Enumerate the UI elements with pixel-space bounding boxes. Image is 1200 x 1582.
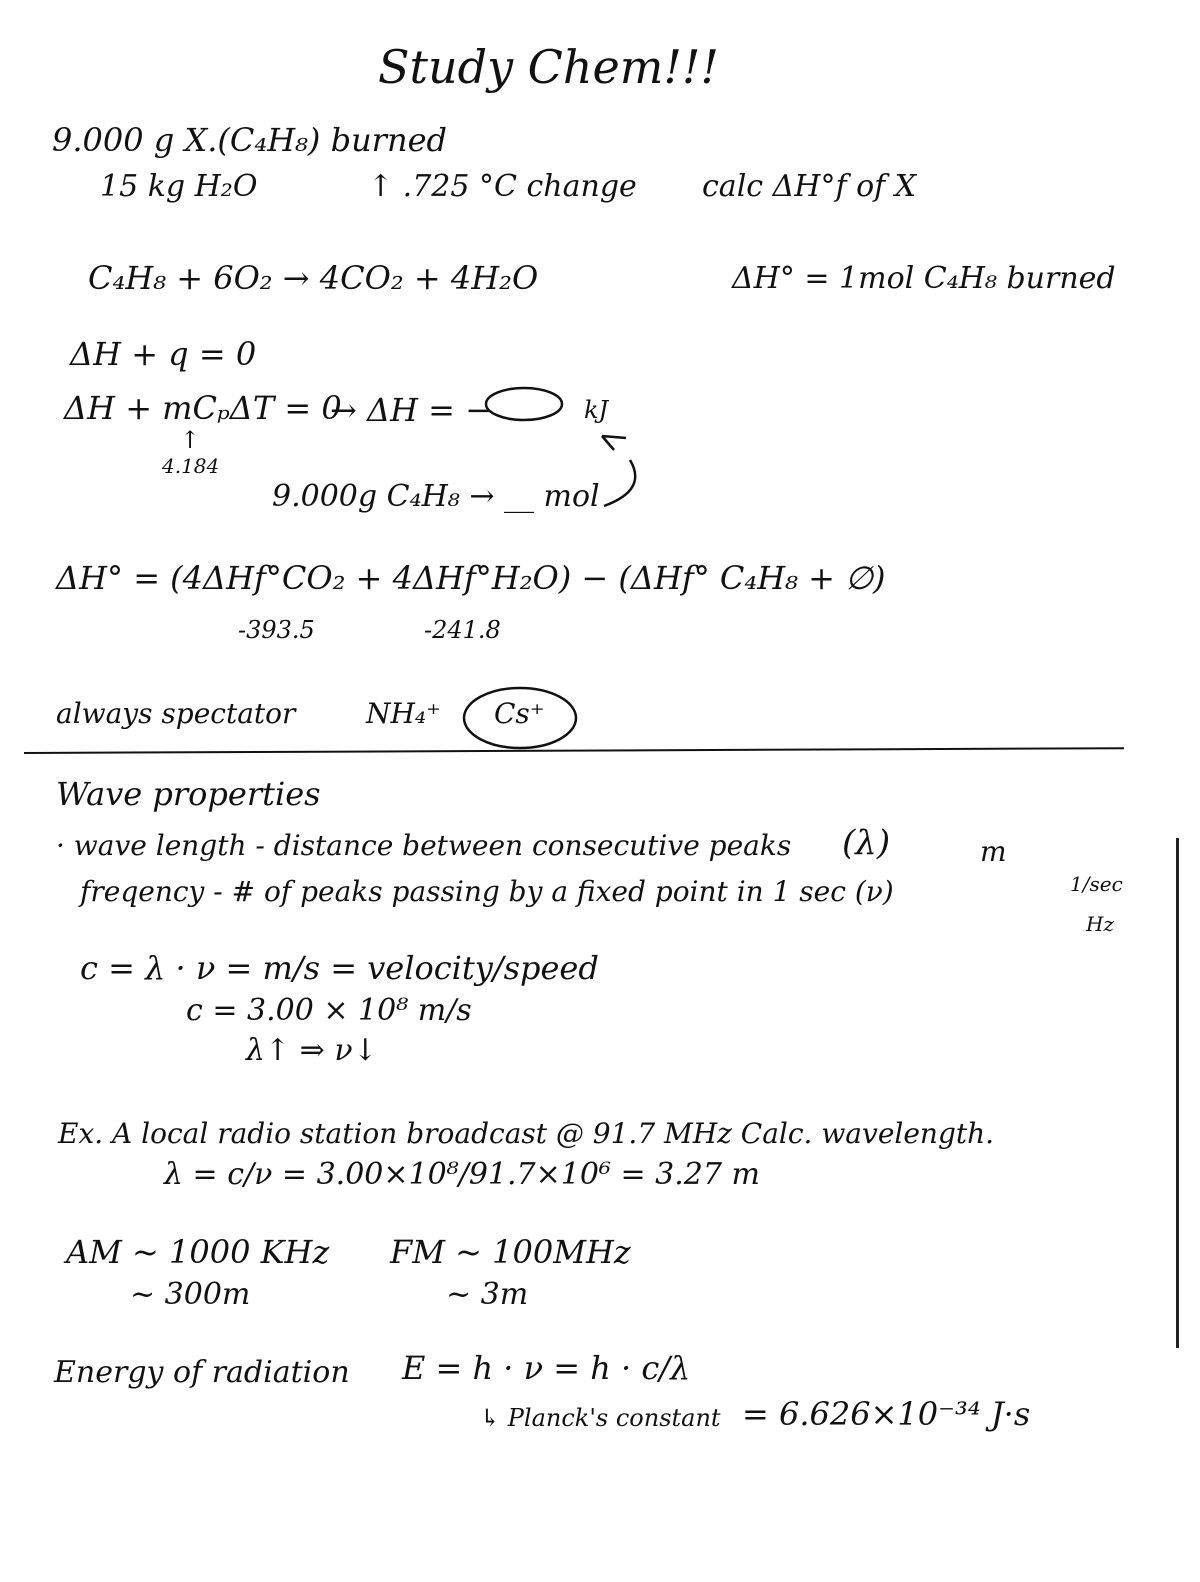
hess-law-eq: ΔH° = (4ΔHf°CO₂ + 4ΔHf°H₂O) − (ΔHf° C₄H₈ + ∅): [56, 559, 886, 597]
curved-arrow: [604, 460, 635, 506]
frequency-unit: 1/sec: [1070, 872, 1123, 896]
co2-formation-value: -393.5: [238, 616, 315, 644]
problem-water-mass: 15 kg H₂O: [100, 169, 258, 204]
cesium-circle: [464, 688, 576, 748]
am-frequency: AM ~ 1000 KHz: [66, 1233, 330, 1271]
lambda-symbol: (λ): [842, 823, 891, 863]
energy-label: Energy of radiation: [54, 1355, 350, 1390]
inverse-relation: λ↑ ⇒ ν↓: [246, 1033, 378, 1068]
fm-frequency: FM ~ 100MHz: [390, 1233, 631, 1271]
page-edge-shadow: [1176, 838, 1179, 1348]
delta-h-result: → ΔH = −: [330, 391, 492, 429]
blank-answer-oval: [486, 388, 562, 420]
spectator-ion-ammonium: NH₄⁺: [366, 697, 441, 730]
planck-label: ↳ Planck's constant: [480, 1404, 721, 1432]
problem-temp-change: ↑ .725 °C change: [368, 169, 637, 204]
energy-balance-eq: ΔH + q = 0: [70, 335, 257, 373]
arrow-head-icon: [602, 436, 626, 450]
wavelength-unit: m: [980, 835, 1007, 868]
speed-of-light-value: c = 3.00 × 10⁸ m/s: [186, 993, 472, 1028]
spectator-ion-cesium: Cs⁺: [494, 697, 545, 730]
energy-equation: E = h · ν = h · c/λ: [402, 1349, 691, 1387]
frequency-unit-hz: Hz: [1086, 912, 1114, 936]
example-solution: λ = c/ν = 3.00×10⁸/91.7×10⁶ = 3.27 m: [164, 1157, 760, 1192]
cp-value: 4.184: [162, 454, 220, 478]
example-problem: Ex. A local radio station broadcast @ 91.7 MHz Calc. wavelength.: [58, 1117, 995, 1150]
heat-capacity-eq: ΔH + mCₚΔT = 0: [64, 389, 342, 427]
fm-wavelength: ~ 3m: [446, 1277, 529, 1312]
wave-heading: Wave properties: [56, 775, 321, 813]
problem-line-1: 9.000 g X.(C₄H₈) burned: [52, 121, 447, 159]
planck-value: = 6.626×10⁻³⁴ J·s: [742, 1395, 1031, 1433]
kj-unit: kJ: [584, 396, 609, 424]
h2o-formation-value: -241.8: [424, 616, 501, 644]
combustion-equation: C₄H₈ + 6O₂ → 4CO₂ + 4H₂O: [88, 259, 539, 297]
am-wavelength: ~ 300m: [130, 1277, 251, 1312]
frequency-definition: freqency - # of peaks passing by a fixed point in 1 sec (ν): [80, 875, 894, 908]
speed-of-light-eq: c = λ · ν = m/s = velocity/speed: [80, 949, 599, 987]
wavelength-definition: · wave length - distance between consecutive peaks: [56, 829, 792, 862]
problem-question: calc ΔH°f of X: [702, 169, 917, 204]
spectator-label: always spectator: [56, 697, 296, 730]
page-title: Study Chem!!!: [378, 40, 719, 94]
cp-arrow: ↑: [180, 426, 201, 454]
enthalpy-note: ΔH° = 1mol C₄H₈ burned: [732, 261, 1116, 296]
mol-conversion: 9.000g C₄H₈ → __ mol: [272, 479, 600, 514]
